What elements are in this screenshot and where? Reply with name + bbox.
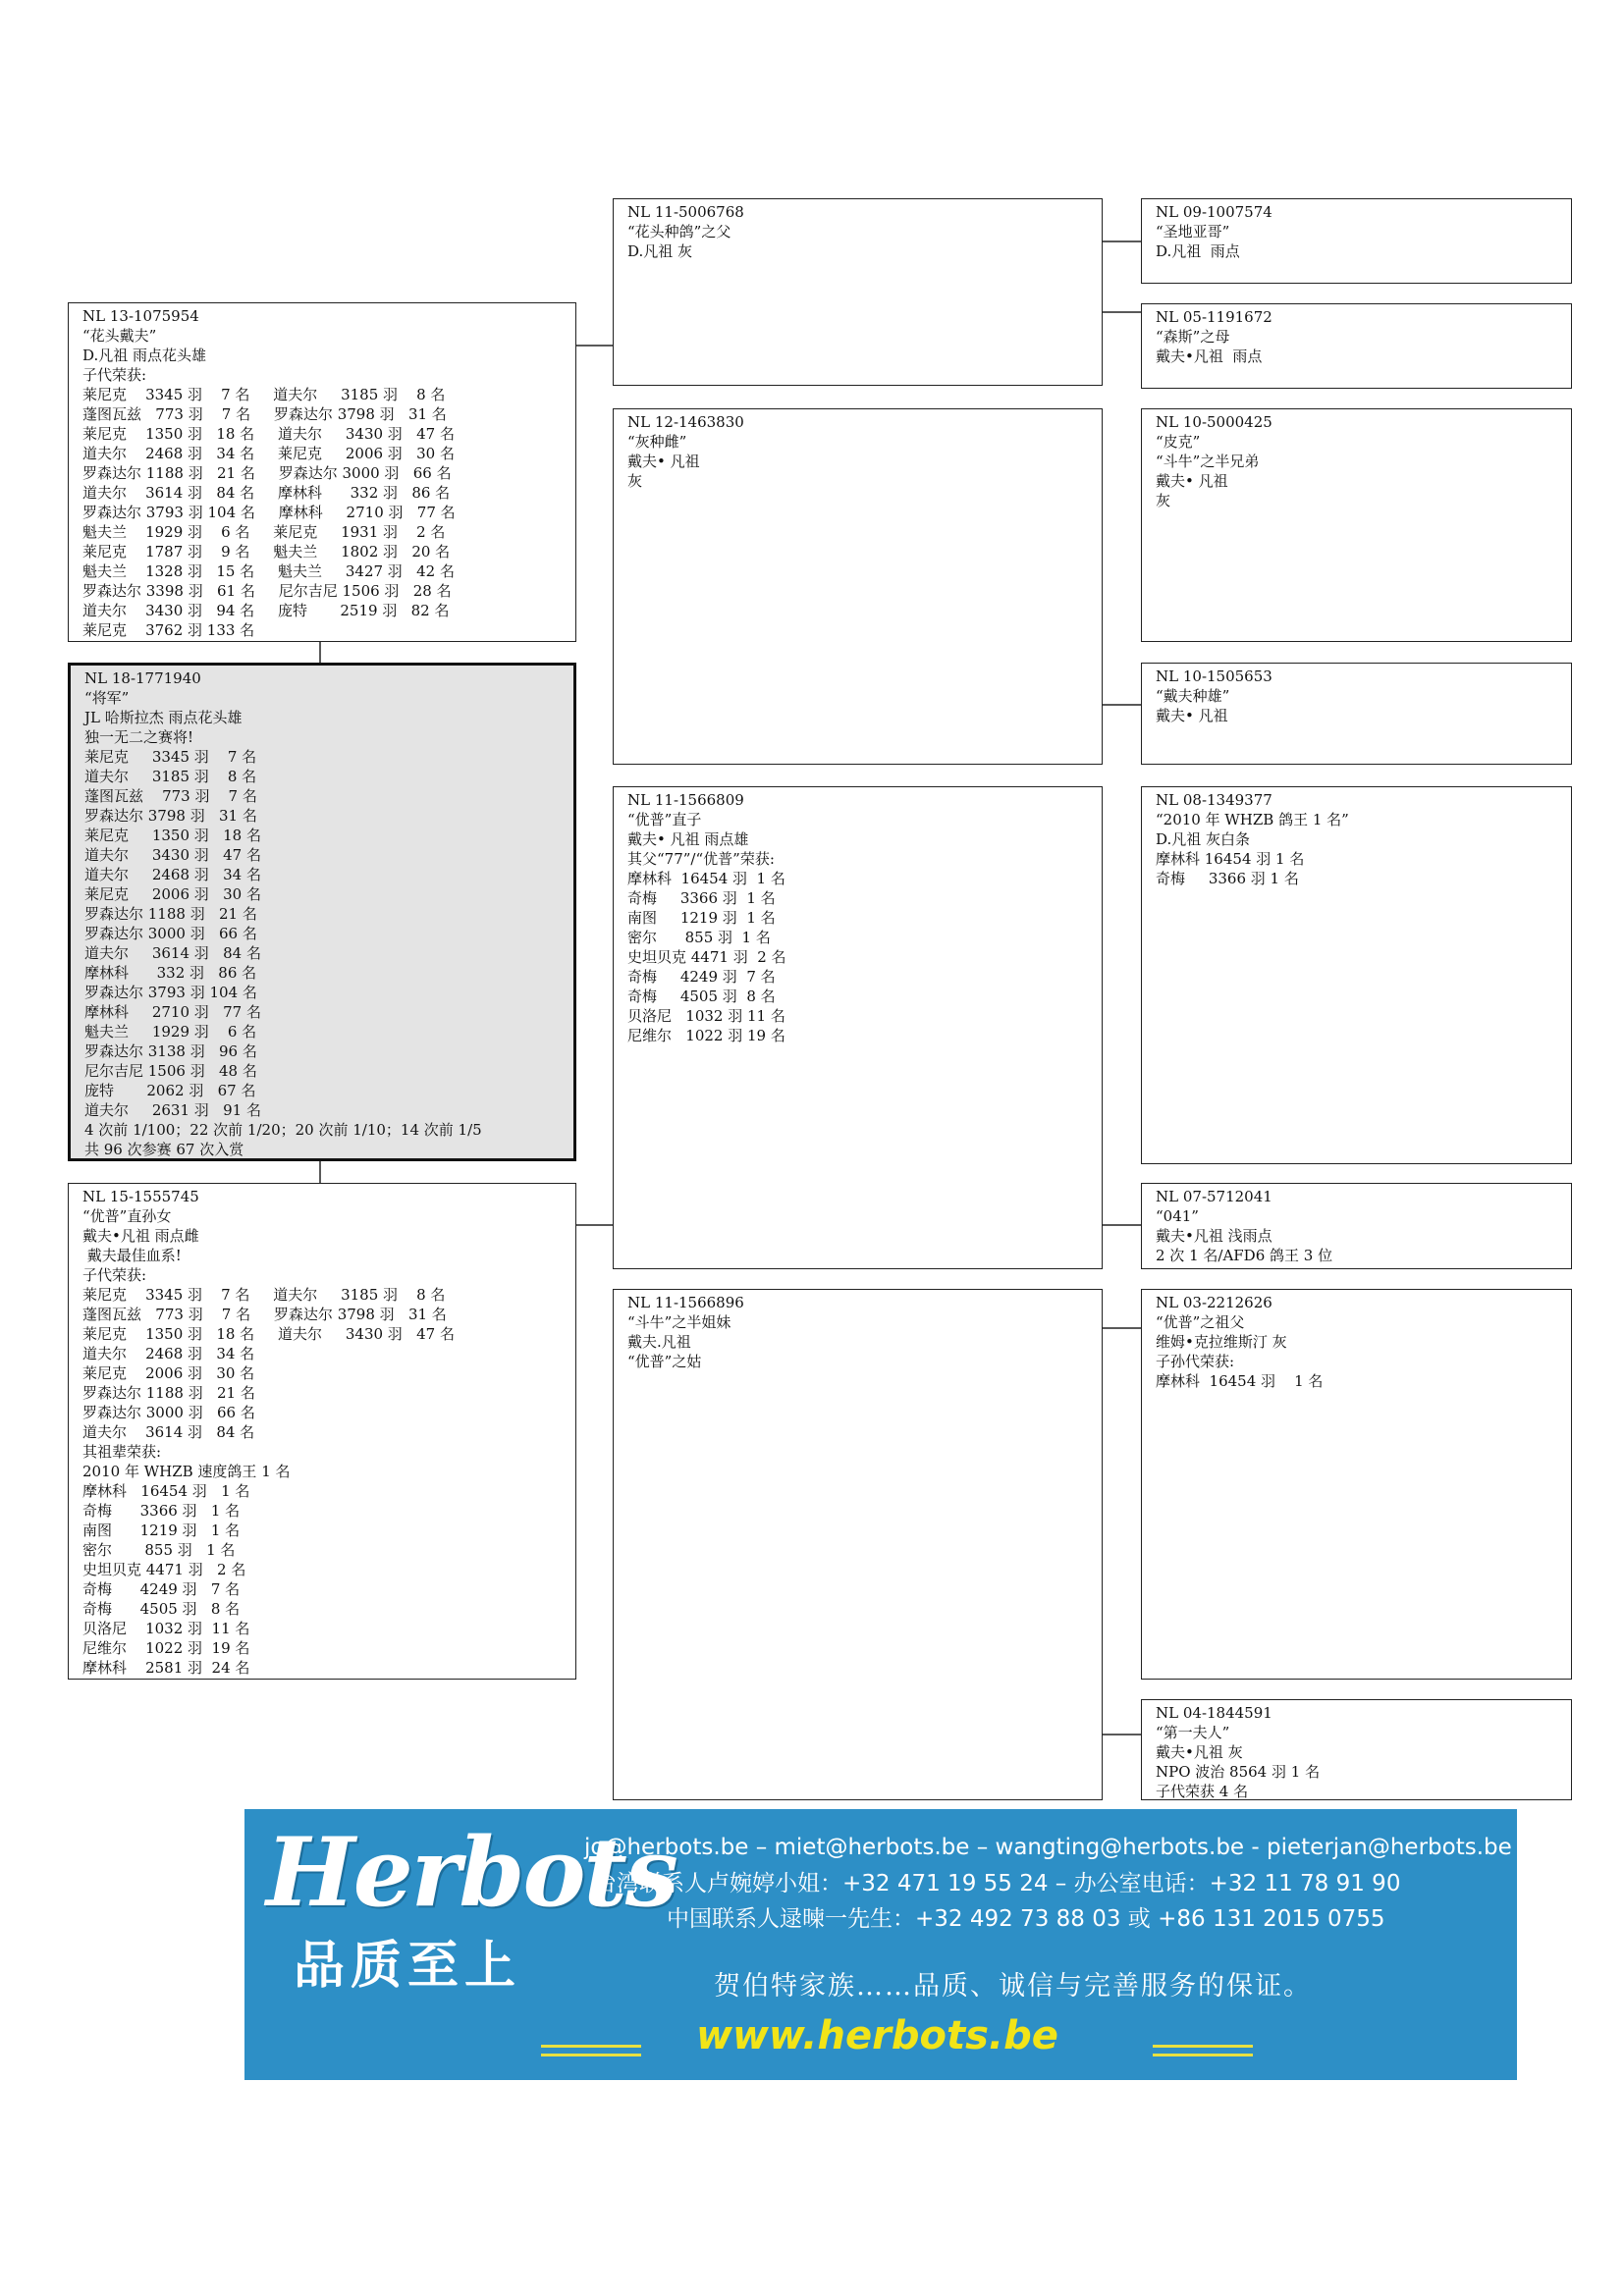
dam-sire-card [613, 786, 1103, 1269]
pedigree-line: NL 15-1555745 [82, 1188, 199, 1205]
pedigree-line: “斗牛”之半兄弟 [1156, 453, 1260, 470]
pedigree-line: 罗森达尔 1188 羽 21 名 [84, 905, 257, 923]
pedigree-line: 南图 1219 羽 1 名 [627, 909, 776, 927]
pedigree-line: 摩林科 332 羽 86 名 [84, 964, 257, 982]
pedigree-line: 摩林科 2710 羽 77 名 [84, 1003, 261, 1021]
pedigree-line: 奇梅 3366 羽 1 名 [627, 889, 776, 907]
pedigree-line: 贝洛尼 1032 羽 11 名 [82, 1620, 250, 1637]
pedigree-line: D.凡祖 雨点 [1156, 242, 1240, 260]
email-contacts[interactable]: jo@herbots.be – miet@herbots.be – wangting@herbots.be - pieterjan@herbots.be [584, 1835, 1512, 1860]
pedigree-line: 庞特 2062 羽 67 名 [84, 1082, 256, 1099]
pedigree-line: 罗森达尔 1188 羽 21 名 [82, 1384, 255, 1402]
taiwan-contact: 台湾联系人卢婉婷小姐：+32 471 19 55 24 – 办公室电话：+32 11 78 91 90 [594, 1871, 1401, 1896]
pedigree-line: 道夫尔 3430 羽 94 名 庞特 2519 羽 82 名 [82, 602, 450, 619]
dam-dam-card [613, 1289, 1103, 1800]
pedigree-line: 戴夫• 凡祖 雨点雄 [627, 830, 749, 848]
pedigree-line: 戴夫• 凡祖 [1156, 707, 1228, 724]
pedigree-line: 罗森达尔 3000 羽 66 名 [84, 925, 257, 942]
pedigree-line: 灰 [1156, 492, 1171, 509]
pedigree-line: 戴夫• 凡祖 [1156, 472, 1228, 490]
pedigree-line: 罗森达尔 3398 羽 61 名 尼尔吉尼 1506 羽 28 名 [82, 582, 452, 600]
sire-card [68, 302, 576, 642]
pedigree-line: 莱尼克 2006 羽 30 名 [84, 885, 261, 903]
pedigree-line: 摩林科 2581 羽 24 名 [82, 1659, 250, 1677]
herbots-logo: Herbots [266, 1817, 677, 1928]
pedigree-line: 子代荣获 4 名 [1156, 1783, 1249, 1800]
pedigree-line: 摩林科 16454 羽 1 名 [627, 870, 785, 887]
pedigree-line: NL 10-1505653 [1156, 667, 1272, 685]
china-contact: 中国联系人逯暕一先生：+32 492 73 88 03 或 +86 131 2015 0755 [667, 1906, 1385, 1932]
ggp-card-8 [1141, 1699, 1572, 1800]
pedigree-line: 其父“77”/“优普”荣获: [627, 850, 775, 868]
pedigree-line: NL 08-1349377 [1156, 791, 1272, 809]
pedigree-line: 罗森达尔 3793 羽 104 名 摩林科 2710 羽 77 名 [82, 504, 456, 521]
pedigree-line: NL 05-1191672 [1156, 308, 1272, 326]
pedigree-line: “优普”直子 [627, 811, 702, 828]
pedigree-line: 罗森达尔 3138 羽 96 名 [84, 1042, 257, 1060]
pedigree-line: 罗森达尔 3798 羽 31 名 [84, 807, 257, 825]
pedigree-line: 道夫尔 3185 羽 8 名 [84, 768, 257, 785]
pedigree-line: 道夫尔 3614 羽 84 名 摩林科 332 羽 86 名 [82, 484, 451, 502]
pedigree-line: NL 12-1463830 [627, 413, 744, 431]
pedigree-line: 蓬图瓦兹 773 羽 7 名 [84, 787, 257, 805]
pedigree-line: 密尔 855 羽 1 名 [627, 929, 771, 946]
pedigree-line: 莱尼克 1350 羽 18 名 [84, 827, 261, 844]
pedigree-line: 罗森达尔 1188 羽 21 名 罗森达尔 3000 羽 66 名 [82, 464, 452, 482]
subject-card [68, 663, 576, 1161]
pedigree-line: 道夫尔 2468 羽 34 名 [84, 866, 261, 883]
pedigree-line: 维姆•克拉维斯汀 灰 [1156, 1333, 1287, 1351]
sire-dam-card [613, 408, 1103, 765]
pedigree-line: “第一夫人” [1156, 1724, 1230, 1741]
pedigree-line: 戴夫•凡祖 灰 [1156, 1743, 1243, 1761]
ggp-card-1 [1141, 198, 1572, 284]
pedigree-line: 奇梅 4249 羽 7 名 [82, 1580, 241, 1598]
ggp-card-3 [1141, 408, 1572, 642]
pedigree-line: “圣地亚哥” [1156, 223, 1230, 240]
pedigree-line: 奇梅 4505 羽 8 名 [627, 988, 776, 1005]
pedigree-line: 共 96 次参赛 67 次入赏 [84, 1141, 244, 1158]
pedigree-line: 戴夫• 凡祖 [627, 453, 700, 470]
pedigree-line: 道夫尔 2631 羽 91 名 [84, 1101, 261, 1119]
pedigree-line: 尼维尔 1022 羽 19 名 [82, 1639, 250, 1657]
pedigree-line: “森斯”之母 [1156, 328, 1230, 346]
slogan: 品质至上 [294, 1937, 522, 1996]
pedigree-line: NL 07-5712041 [1156, 1188, 1272, 1205]
pedigree-line: 密尔 855 羽 1 名 [82, 1541, 236, 1559]
pedigree-line: NL 10-5000425 [1156, 413, 1272, 431]
pedigree-line: 魁夫兰 1929 羽 6 名 莱尼克 1931 羽 2 名 [82, 523, 446, 541]
decorative-rule-right [1153, 2045, 1253, 2056]
pedigree-line: 魁夫兰 1328 羽 15 名 魁夫兰 3427 羽 42 名 [82, 562, 455, 580]
pedigree-line: 蓬图瓦兹 773 羽 7 名 罗森达尔 3798 羽 31 名 [82, 1306, 447, 1323]
pedigree-line: 奇梅 4505 羽 8 名 [82, 1600, 241, 1618]
pedigree-line: 戴夫•凡祖 雨点雌 [82, 1227, 199, 1245]
pedigree-line: 莱尼克 1350 羽 18 名 道夫尔 3430 羽 47 名 [82, 425, 455, 443]
ggp-card-7 [1141, 1289, 1572, 1680]
pedigree-line: 莱尼克 3345 羽 7 名 道夫尔 3185 羽 8 名 [82, 1286, 446, 1304]
pedigree-line: “花头戴夫” [82, 327, 157, 345]
tagline: 贺伯特家族……品质、诚信与完善服务的保证。 [714, 1971, 1312, 2002]
herbots-banner [244, 1809, 1517, 2080]
pedigree-line: NL 03-2212626 [1156, 1294, 1272, 1311]
pedigree-line: 莱尼克 1787 羽 9 名 魁夫兰 1802 羽 20 名 [82, 543, 451, 561]
pedigree-line: “戴夫种雄” [1156, 687, 1230, 705]
pedigree-line: “优普”之祖父 [1156, 1313, 1245, 1331]
pedigree-line: 莱尼克 3762 羽 133 名 [82, 621, 255, 639]
pedigree-line: 戴夫•凡祖 浅雨点 [1156, 1227, 1272, 1245]
pedigree-line: 4 次前 1/100；22 次前 1/20；20 次前 1/10；14 次前 1/5 [84, 1121, 482, 1139]
pedigree-line: 2010 年 WHZB 速度鸽王 1 名 [82, 1463, 291, 1480]
pedigree-line: 戴夫.凡祖 [627, 1333, 691, 1351]
pedigree-line: NPO 波治 8564 羽 1 名 [1156, 1763, 1321, 1781]
pedigree-line: JL 哈斯拉杰 雨点花头雄 [84, 709, 243, 726]
pedigree-line: NL 13-1075954 [82, 307, 199, 325]
pedigree-line: 摩林科 16454 羽 1 名 [1156, 850, 1305, 868]
pedigree-line: 道夫尔 2468 羽 34 名 莱尼克 2006 羽 30 名 [82, 445, 455, 462]
pedigree-line: 灰 [627, 472, 643, 490]
pedigree-line: 戴夫最佳血系! [82, 1247, 182, 1264]
ggp-card-4 [1141, 663, 1572, 765]
pedigree-line: 子孙代荣获: [1156, 1353, 1235, 1370]
pedigree-line: D.凡祖 雨点花头雄 [82, 347, 207, 364]
pedigree-line: 子代荣获: [82, 366, 147, 384]
website-link[interactable]: www.herbots.be [696, 2013, 1058, 2058]
pedigree-line: 南图 1219 羽 1 名 [82, 1522, 241, 1539]
pedigree-line: “将军” [84, 689, 130, 707]
pedigree-line: NL 11-1566809 [627, 791, 744, 809]
pedigree-line: NL 11-1566896 [627, 1294, 744, 1311]
pedigree-line: 罗森达尔 3000 羽 66 名 [82, 1404, 255, 1421]
pedigree-line: 摩林科 16454 羽 1 名 [82, 1482, 250, 1500]
pedigree-line: 道夫尔 3430 羽 47 名 [84, 846, 261, 864]
ggp-card-2 [1141, 303, 1572, 389]
pedigree-line: 史坦贝克 4471 羽 2 名 [627, 948, 786, 966]
pedigree-line: “花头种鸽”之父 [627, 223, 731, 240]
pedigree-line: 奇梅 3366 羽 1 名 [1156, 870, 1299, 887]
pedigree-line: 戴夫•凡祖 雨点 [1156, 347, 1263, 365]
pedigree-line: 史坦贝克 4471 羽 2 名 [82, 1561, 246, 1578]
pedigree-line: “优普”直孙女 [82, 1207, 172, 1225]
pedigree-line: 奇梅 4249 羽 7 名 [627, 968, 776, 986]
pedigree-line: “2010 年 WHZB 鸽王 1 名” [1156, 811, 1349, 828]
pedigree-line: 贝洛尼 1032 羽 11 名 [627, 1007, 785, 1025]
pedigree-line: 其祖辈荣获: [82, 1443, 162, 1461]
pedigree-line: NL 11-5006768 [627, 203, 744, 221]
pedigree-line: 魁夫兰 1929 羽 6 名 [84, 1023, 257, 1041]
pedigree-line: NL 18-1771940 [84, 669, 201, 687]
pedigree-line: 尼维尔 1022 羽 19 名 [627, 1027, 785, 1044]
pedigree-line: 罗森达尔 3793 羽 104 名 [84, 984, 257, 1001]
sire-sire-card [613, 198, 1103, 386]
pedigree-line: 尼尔吉尼 1506 羽 48 名 [84, 1062, 257, 1080]
decorative-rule-left [541, 2045, 641, 2056]
pedigree-line: “优普”之姑 [627, 1353, 702, 1370]
pedigree-line: 莱尼克 3345 羽 7 名 道夫尔 3185 羽 8 名 [82, 386, 446, 403]
ggp-card-6 [1141, 1183, 1572, 1269]
pedigree-line: “041” [1156, 1207, 1199, 1225]
pedigree-line: 莱尼克 2006 羽 30 名 [82, 1364, 255, 1382]
pedigree-line: 奇梅 3366 羽 1 名 [82, 1502, 241, 1520]
ggp-card-5 [1141, 786, 1572, 1164]
pedigree-line: D.凡祖 灰白条 [1156, 830, 1251, 848]
pedigree-line: 独一无二之赛将! [84, 728, 194, 746]
pedigree-line: 莱尼克 3345 羽 7 名 [84, 748, 257, 766]
pedigree-line: NL 09-1007574 [1156, 203, 1272, 221]
pedigree-line: 道夫尔 3614 羽 84 名 [84, 944, 261, 962]
pedigree-line: 蓬图瓦兹 773 羽 7 名 罗森达尔 3798 羽 31 名 [82, 405, 447, 423]
pedigree-line: “斗牛”之半姐妹 [627, 1313, 731, 1331]
dam-card [68, 1183, 576, 1680]
pedigree-line: “灰种雌” [627, 433, 687, 451]
pedigree-line: 莱尼克 1350 羽 18 名 道夫尔 3430 羽 47 名 [82, 1325, 455, 1343]
pedigree-line: NL 04-1844591 [1156, 1704, 1272, 1722]
pedigree-line: 道夫尔 3614 羽 84 名 [82, 1423, 255, 1441]
pedigree-line: 摩林科 16454 羽 1 名 [1156, 1372, 1324, 1390]
pedigree-line: 道夫尔 2468 羽 34 名 [82, 1345, 255, 1362]
pedigree-line: D.凡祖 灰 [627, 242, 693, 260]
pedigree-line: 2 次 1 名/AFD6 鸽王 3 位 [1156, 1247, 1333, 1264]
pedigree-line: 子代荣获: [82, 1266, 147, 1284]
pedigree-line: “皮克” [1156, 433, 1201, 451]
